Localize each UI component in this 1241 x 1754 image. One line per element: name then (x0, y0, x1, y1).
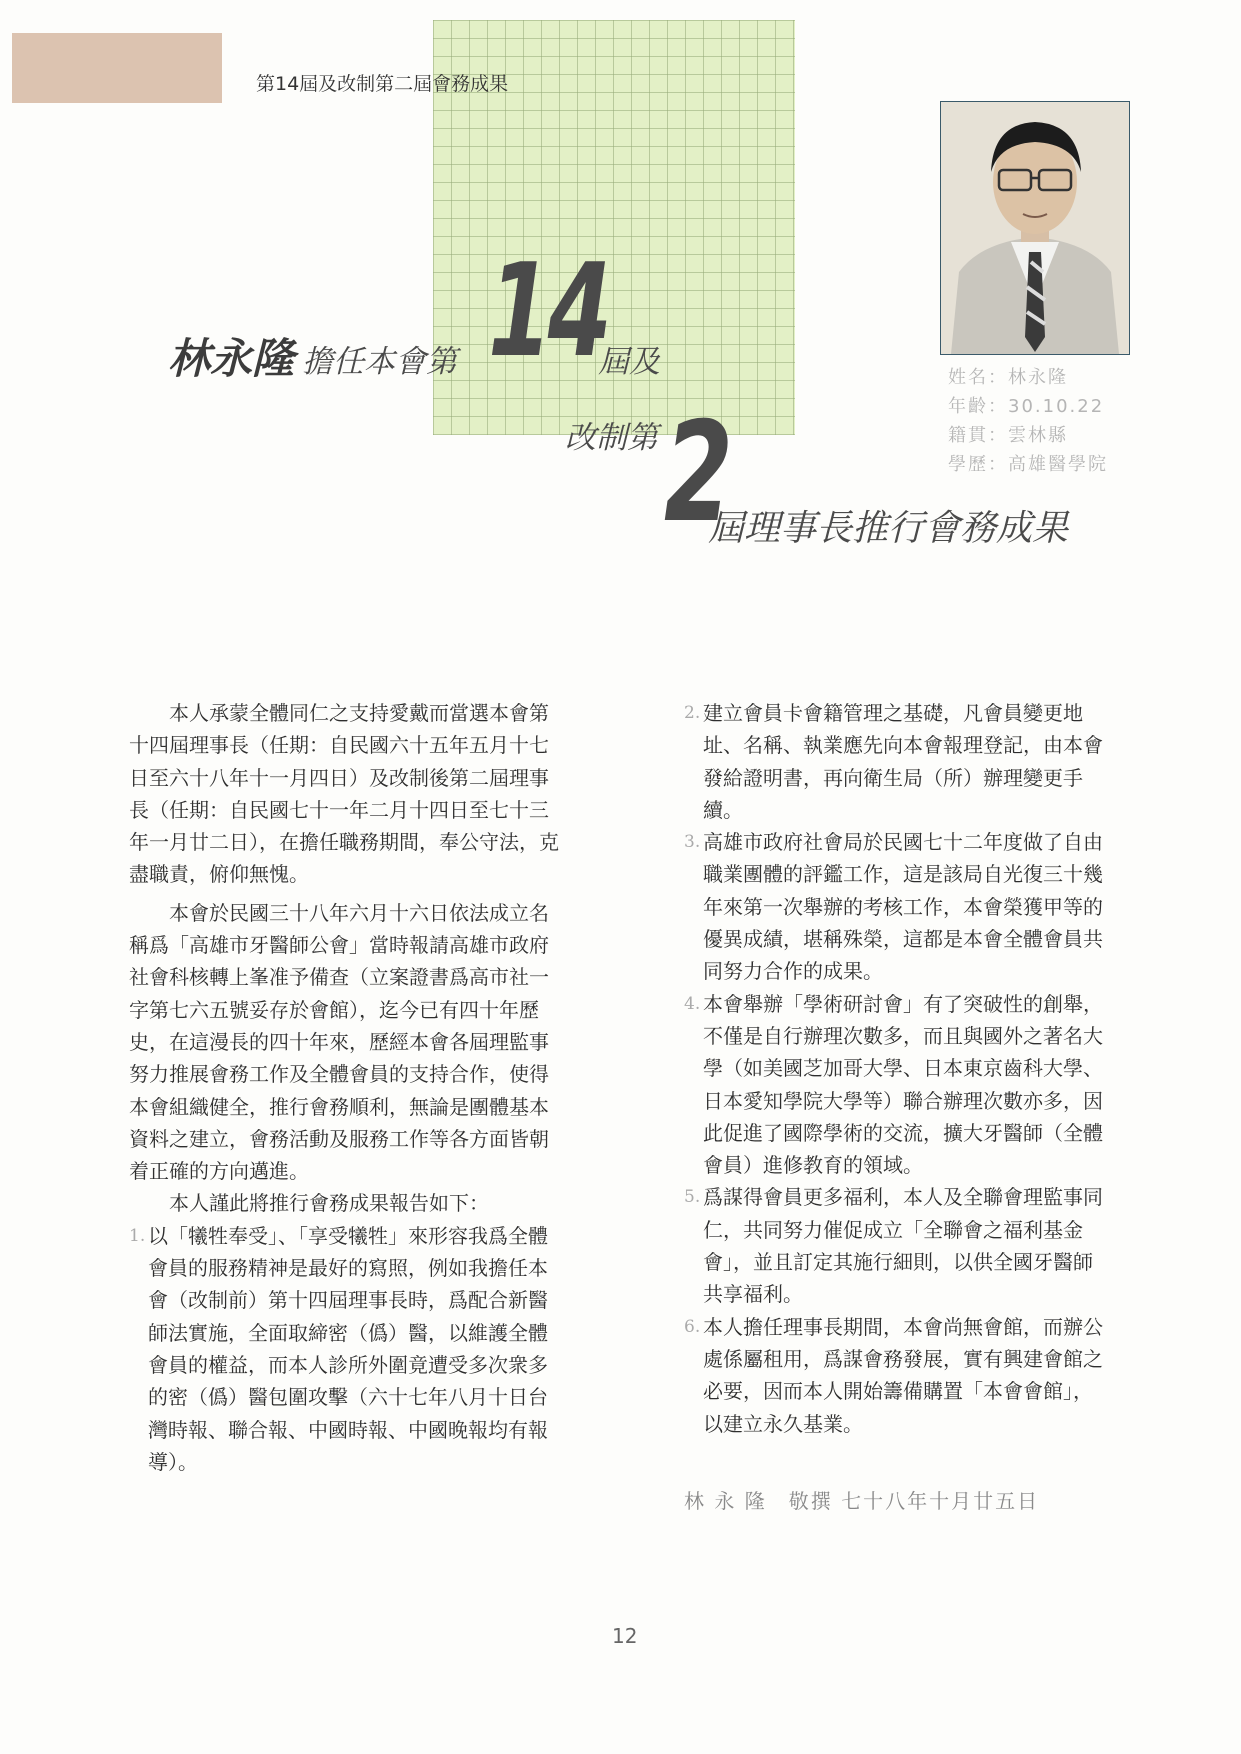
list-item-text: 高雄市政府社會局於民國七十二年度做了自由職業團體的評鑑工作，這是該局自光復三十幾年來第一次舉辦的考核工作，本會榮獲甲等的優異成績，堪稱殊榮，這都是本會全體會員共同努力合作的成果。 (703, 830, 1103, 984)
list-item (684, 697, 1106, 826)
right-column (684, 697, 1106, 1440)
running-title: 第14屆及改制第二屆會務成果 (256, 73, 509, 95)
list-item-text: 建立會員卡會籍管理之基礎，凡會員變更地址、名稱、執業應先向本會報理登記，由本會發給證明書，再向衛生局（所）辦理變更手續。 (703, 701, 1103, 822)
profile-hometown: 籍貫：雲林縣 (948, 425, 1068, 446)
title-number-2: 2 (664, 392, 734, 553)
profile-age: 年齡：30.10.22 (948, 396, 1105, 417)
title-part2: 屆及 (598, 344, 660, 380)
list-item-number: 3. (684, 832, 701, 853)
title-name: 林永隆 (168, 334, 295, 383)
list-item (684, 826, 1106, 987)
header-color-bar (12, 33, 222, 103)
list-item-text: 本會舉辦「學術研討會」有了突破性的創舉，不僅是自行辦理次數多，而且與國外之著名大學（如美國芝加哥大學、日本東京齒科大學、日本愛知學院大學等）聯合辦理次數亦多，因此促進了國際學術的交流，擴大牙醫師（全體會員）進修教育的領域。 (703, 991, 1103, 1178)
list-item (684, 1311, 1106, 1440)
list-item-number: 5. (684, 1187, 701, 1208)
author-signature: 林 永 隆 敬撰 七十八年十月廿五日 (684, 1489, 1040, 1513)
body-paragraph-3: 本人謹此將推行會務成果報告如下： (169, 1191, 489, 1216)
list-item-text: 本人擔任理事長期間，本會尚無會館，而辦公處係屬租用，爲謀會務發展，實有興建會館之必要，因而本人開始籌備購置「本會會館」，以建立永久基業。 (703, 1314, 1103, 1436)
list-item (684, 1181, 1106, 1310)
list-item-text: 爲謀得會員更多福利，本人及全聯會理監事同仁，共同努力催促成立「全聯會之福利基金會」，並且訂定其施行細則，以供全國牙醫師共享福利。 (703, 1185, 1103, 1307)
list-item-number: 6. (684, 1316, 701, 1337)
profile-info (948, 363, 1108, 479)
list-item-number: 2. (684, 703, 701, 723)
profile-name: 姓名：林永隆 (948, 367, 1068, 388)
body-paragraph-2: 本會於民國三十八年六月十六日依法成立名稱爲「高雄市牙醫師公會」當時報請高雄市政府社會科核轉上峯准予備查（立案證書爲高市社一字第七六五號妥存於會館），迄今已有四十年歷史，在這漫長的四十年來，歷經本會各屆理監事努力推展會務工作及全體會員的支持合作，使得本會組織健全，推行會務順利，無論是團體基本資料之建立，會務活動及服務工作等各方面皆朝着正確的方向邁進。 (129, 900, 549, 1184)
body-paragraph-1: 本人承蒙全體同仁之支持愛戴而當選本會第十四屆理事長（任期：自民國六十五年五月十七日至六十八年十一月四日）及改制後第二屆理事長（任期：自民國七十一年二月十四日至七十三年一月廿二日），在擔任職務期間，奉公守法，克盡職責，俯仰無愧。 (129, 701, 559, 887)
profile-education: 學歷：高雄醫學院 (948, 454, 1108, 475)
list-item (684, 988, 1106, 1182)
list-item-number: 4. (684, 993, 701, 1014)
title-part4: 屆理事長推行會務成果 (708, 508, 1069, 549)
portrait-photo (940, 101, 1130, 355)
list-item-number: 1. (129, 1225, 146, 1246)
title-part1: 擔任本會第 (302, 344, 457, 380)
page-number: 12 (612, 1624, 638, 1648)
title-number-14: 14 (488, 237, 608, 386)
list-item (129, 1220, 567, 1478)
left-column (129, 697, 567, 1478)
title-part3: 改制第 (565, 420, 658, 456)
list-item-text: 以「犧牲奉受」、「享受犧牲」來形容我爲全體會員的服務精神是最好的寫照，例如我擔任本會（改制前）第十四屆理事長時，爲配合新醫師法實施，全面取締密（僞）醫，以維護全體會員的權益，而本人診所外圍竟遭受多次衆多的密（僞）醫包圍攻擊（六十七年八月十日台灣時報、聯合報、中國時報、中國晚報均有報導）。 (148, 1223, 548, 1474)
